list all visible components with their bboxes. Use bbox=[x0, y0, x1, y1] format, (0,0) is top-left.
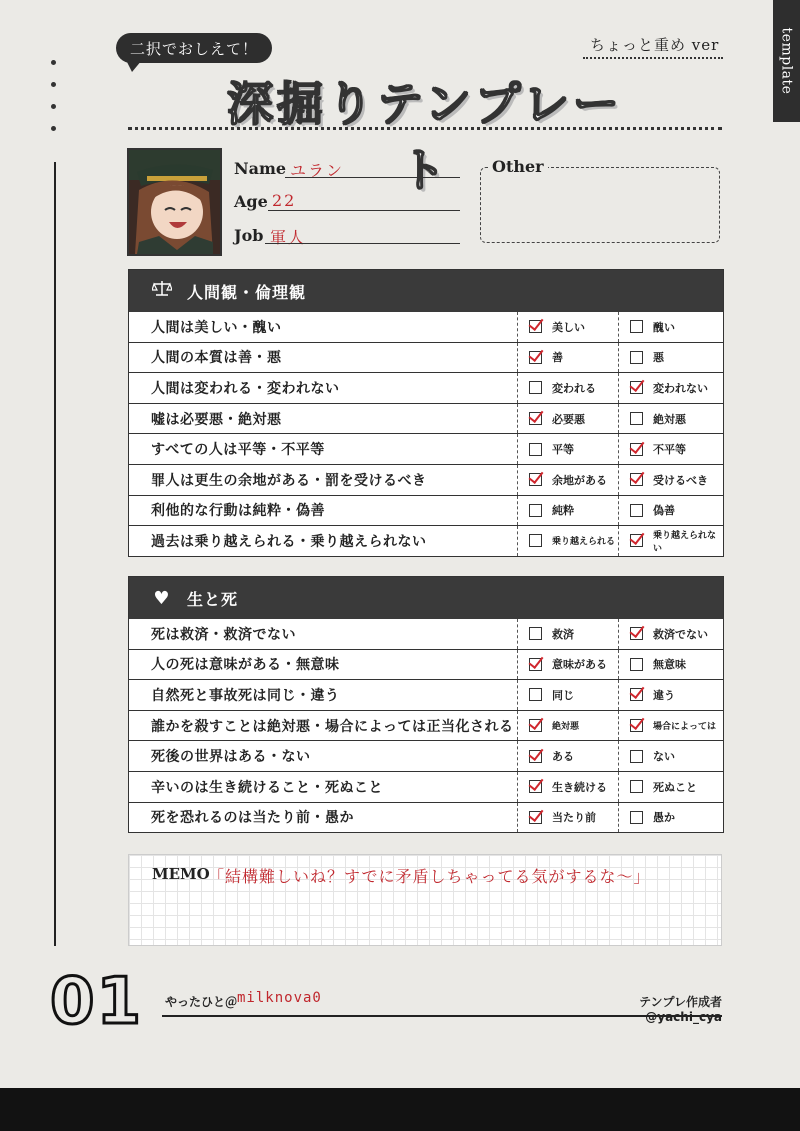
question-row bbox=[129, 372, 723, 403]
checkbox[interactable] bbox=[529, 688, 542, 701]
option-label: ある bbox=[552, 750, 574, 764]
option-label: 醜い bbox=[653, 320, 675, 334]
speech-bubble-tail bbox=[126, 60, 142, 72]
option-label: 死ぬこと bbox=[653, 780, 697, 794]
option-label: 純粋 bbox=[552, 504, 574, 518]
option-label: 違う bbox=[653, 688, 675, 702]
option-b[interactable] bbox=[619, 343, 720, 373]
memo-label: MEMO bbox=[152, 865, 210, 883]
question-text: 誰かを殺すことは絶対悪・場合によっては正当化される bbox=[129, 711, 518, 741]
checked-checkbox[interactable] bbox=[630, 534, 643, 547]
option-label: 救済でない bbox=[653, 627, 708, 641]
checkbox[interactable] bbox=[630, 504, 643, 517]
dot bbox=[51, 82, 56, 87]
checkbox[interactable] bbox=[630, 750, 643, 763]
option-label: 絶対悪 bbox=[653, 412, 686, 426]
checkbox[interactable] bbox=[529, 443, 542, 456]
template-author: テンプレ作成者 @yachi_cya bbox=[639, 995, 722, 1024]
option-label: 変われる bbox=[552, 381, 596, 395]
age-underline bbox=[268, 210, 460, 211]
checkbox[interactable] bbox=[529, 534, 542, 547]
checked-checkbox[interactable] bbox=[630, 443, 643, 456]
option-b[interactable] bbox=[619, 619, 720, 649]
checked-checkbox[interactable] bbox=[630, 719, 643, 732]
option-label: 絶対悪 bbox=[552, 722, 580, 733]
name-label: Name bbox=[234, 159, 287, 178]
option-a[interactable] bbox=[518, 650, 619, 680]
section-header bbox=[129, 577, 723, 619]
section-title: 人間観・倫理観 bbox=[187, 282, 307, 302]
section-title: 生と死 bbox=[187, 589, 239, 609]
left-rule bbox=[54, 162, 56, 946]
checkbox[interactable] bbox=[529, 504, 542, 517]
question-row bbox=[129, 802, 723, 833]
checkbox[interactable] bbox=[630, 658, 643, 671]
option-label: 変われない bbox=[653, 381, 708, 395]
page-number: 01 bbox=[50, 965, 144, 1039]
option-label: 美しい bbox=[552, 320, 585, 334]
option-b[interactable] bbox=[619, 803, 720, 833]
question-row bbox=[129, 679, 723, 710]
question-row bbox=[129, 710, 723, 741]
checked-checkbox[interactable] bbox=[630, 627, 643, 640]
question-row bbox=[129, 403, 723, 434]
option-label: 意味がある bbox=[552, 658, 607, 672]
question-text: すべての人は平等・不平等 bbox=[129, 434, 518, 464]
scale-icon bbox=[151, 280, 173, 303]
doer-value[interactable]: milknova0 bbox=[237, 990, 322, 1006]
job-value[interactable]: 軍人 bbox=[270, 228, 307, 247]
option-label: 救済 bbox=[552, 627, 574, 641]
question-text: 死は救済・救済でない bbox=[129, 619, 518, 649]
option-b[interactable] bbox=[619, 373, 720, 403]
option-label: 悪 bbox=[653, 351, 664, 365]
question-text: 死を恐れるのは当たり前・愚か bbox=[129, 803, 518, 833]
question-row bbox=[129, 649, 723, 680]
avatar bbox=[127, 148, 222, 256]
option-a[interactable] bbox=[518, 312, 619, 342]
checked-checkbox[interactable] bbox=[529, 320, 542, 333]
option-b[interactable] bbox=[619, 404, 720, 434]
option-b[interactable] bbox=[619, 711, 720, 741]
question-row bbox=[129, 495, 723, 526]
option-a[interactable] bbox=[518, 496, 619, 526]
question-row bbox=[129, 740, 723, 771]
doer-label: やったひと＠ bbox=[165, 995, 238, 1009]
checked-checkbox[interactable] bbox=[529, 780, 542, 793]
option-a[interactable] bbox=[518, 619, 619, 649]
option-b[interactable] bbox=[619, 650, 720, 680]
checked-checkbox[interactable] bbox=[630, 688, 643, 701]
job-underline bbox=[265, 243, 460, 244]
option-b[interactable] bbox=[619, 680, 720, 710]
other-label: Other bbox=[488, 157, 548, 176]
checked-checkbox[interactable] bbox=[529, 719, 542, 732]
option-label: 不平等 bbox=[653, 443, 686, 457]
question-row bbox=[129, 619, 723, 649]
checkbox[interactable] bbox=[630, 412, 643, 425]
option-label: 同じ bbox=[552, 688, 574, 702]
name-underline bbox=[285, 177, 460, 178]
memo-text[interactable]: 「結構難しいね？すでに矛盾しちゃってる気がするな～」 bbox=[208, 867, 651, 886]
option-label: ない bbox=[653, 750, 675, 764]
version-underline bbox=[583, 57, 723, 59]
option-a[interactable] bbox=[518, 343, 619, 373]
question-list bbox=[129, 619, 723, 832]
dot bbox=[51, 60, 56, 65]
checkbox[interactable] bbox=[630, 351, 643, 364]
page-title: 深掘りテンプレート bbox=[227, 77, 623, 197]
question-row bbox=[129, 525, 723, 556]
question-list bbox=[129, 312, 723, 556]
option-label: 偽善 bbox=[653, 504, 675, 518]
question-text: 罪人は更生の余地がある・罰を受けるべき bbox=[129, 465, 518, 495]
question-row bbox=[129, 433, 723, 464]
option-label: 受けるべき bbox=[653, 473, 708, 487]
option-a[interactable] bbox=[518, 680, 619, 710]
option-label: 平等 bbox=[552, 443, 574, 457]
footer-rule bbox=[162, 1015, 722, 1017]
question-text: 利他的な行動は純粋・偽善 bbox=[129, 496, 518, 526]
checked-checkbox[interactable] bbox=[630, 381, 643, 394]
section-life-death bbox=[128, 576, 724, 833]
checkbox[interactable] bbox=[630, 811, 643, 824]
option-a[interactable] bbox=[518, 741, 619, 771]
option-label: 乗り越えられる bbox=[552, 537, 616, 548]
question-text: 人間は美しい・醜い bbox=[129, 312, 518, 342]
option-b[interactable] bbox=[619, 434, 720, 464]
age-value[interactable]: 22 bbox=[272, 191, 297, 210]
avatar-illustration bbox=[129, 150, 220, 254]
checkbox[interactable] bbox=[630, 780, 643, 793]
title-divider bbox=[128, 127, 722, 130]
option-b[interactable] bbox=[619, 496, 720, 526]
question-row bbox=[129, 342, 723, 373]
question-text: 過去は乗り越えられる・乗り越えられない bbox=[129, 526, 518, 556]
option-a[interactable] bbox=[518, 526, 619, 556]
question-row bbox=[129, 771, 723, 802]
checked-checkbox[interactable] bbox=[529, 351, 542, 364]
bottom-bar bbox=[0, 1088, 800, 1131]
other-field[interactable] bbox=[480, 167, 720, 243]
section-ethics bbox=[128, 269, 724, 557]
option-a[interactable] bbox=[518, 772, 619, 802]
checkbox[interactable] bbox=[630, 320, 643, 333]
option-b[interactable] bbox=[619, 312, 720, 342]
option-b[interactable] bbox=[619, 526, 720, 556]
checkbox[interactable] bbox=[529, 381, 542, 394]
name-value[interactable]: ユラン bbox=[290, 161, 345, 180]
question-text: 人間の本質は善・悪 bbox=[129, 343, 518, 373]
checked-checkbox[interactable] bbox=[529, 658, 542, 671]
option-a[interactable] bbox=[518, 465, 619, 495]
question-text: 人の死は意味がある・無意味 bbox=[129, 650, 518, 680]
job-label: Job bbox=[234, 226, 264, 245]
question-text: 辛いのは生き続けること・死ぬこと bbox=[129, 772, 518, 802]
question-row bbox=[129, 312, 723, 342]
question-text: 自然死と事故死は同じ・違う bbox=[129, 680, 518, 710]
checked-checkbox[interactable] bbox=[529, 412, 542, 425]
option-label: 生き続ける bbox=[552, 780, 607, 794]
option-label: 愚か bbox=[653, 811, 675, 825]
question-text: 人間は変われる・変われない bbox=[129, 373, 518, 403]
option-label: 乗り越えられない bbox=[653, 530, 717, 554]
version-label: ちょっと重め ver bbox=[590, 36, 720, 54]
checked-checkbox[interactable] bbox=[630, 473, 643, 486]
question-text: 死後の世界はある・ない bbox=[129, 741, 518, 771]
option-label: 善 bbox=[552, 351, 563, 365]
age-label: Age bbox=[234, 192, 268, 211]
option-b[interactable] bbox=[619, 465, 720, 495]
checkbox[interactable] bbox=[529, 627, 542, 640]
option-label: 余地がある bbox=[552, 473, 607, 487]
option-label: 場合によっては bbox=[653, 722, 717, 733]
option-b[interactable] bbox=[619, 741, 720, 771]
heart-icon: ♥ bbox=[153, 587, 171, 609]
option-a[interactable] bbox=[518, 711, 619, 741]
option-a[interactable] bbox=[518, 404, 619, 434]
checked-checkbox[interactable] bbox=[529, 473, 542, 486]
option-a[interactable] bbox=[518, 373, 619, 403]
question-row bbox=[129, 464, 723, 495]
option-a[interactable] bbox=[518, 434, 619, 464]
side-tab-label: template bbox=[778, 27, 795, 95]
template-side-tab bbox=[773, 0, 800, 122]
option-label: 無意味 bbox=[653, 658, 686, 672]
checked-checkbox[interactable] bbox=[529, 750, 542, 763]
option-label: 当たり前 bbox=[552, 811, 596, 825]
option-a[interactable] bbox=[518, 803, 619, 833]
dot bbox=[51, 126, 56, 131]
checked-checkbox[interactable] bbox=[529, 811, 542, 824]
dot bbox=[51, 104, 56, 109]
section-header bbox=[129, 270, 723, 312]
speech-bubble: 二択でおしえて！ bbox=[116, 33, 272, 63]
option-label: 必要悪 bbox=[552, 412, 585, 426]
option-b[interactable] bbox=[619, 772, 720, 802]
question-text: 嘘は必要悪・絶対悪 bbox=[129, 404, 518, 434]
